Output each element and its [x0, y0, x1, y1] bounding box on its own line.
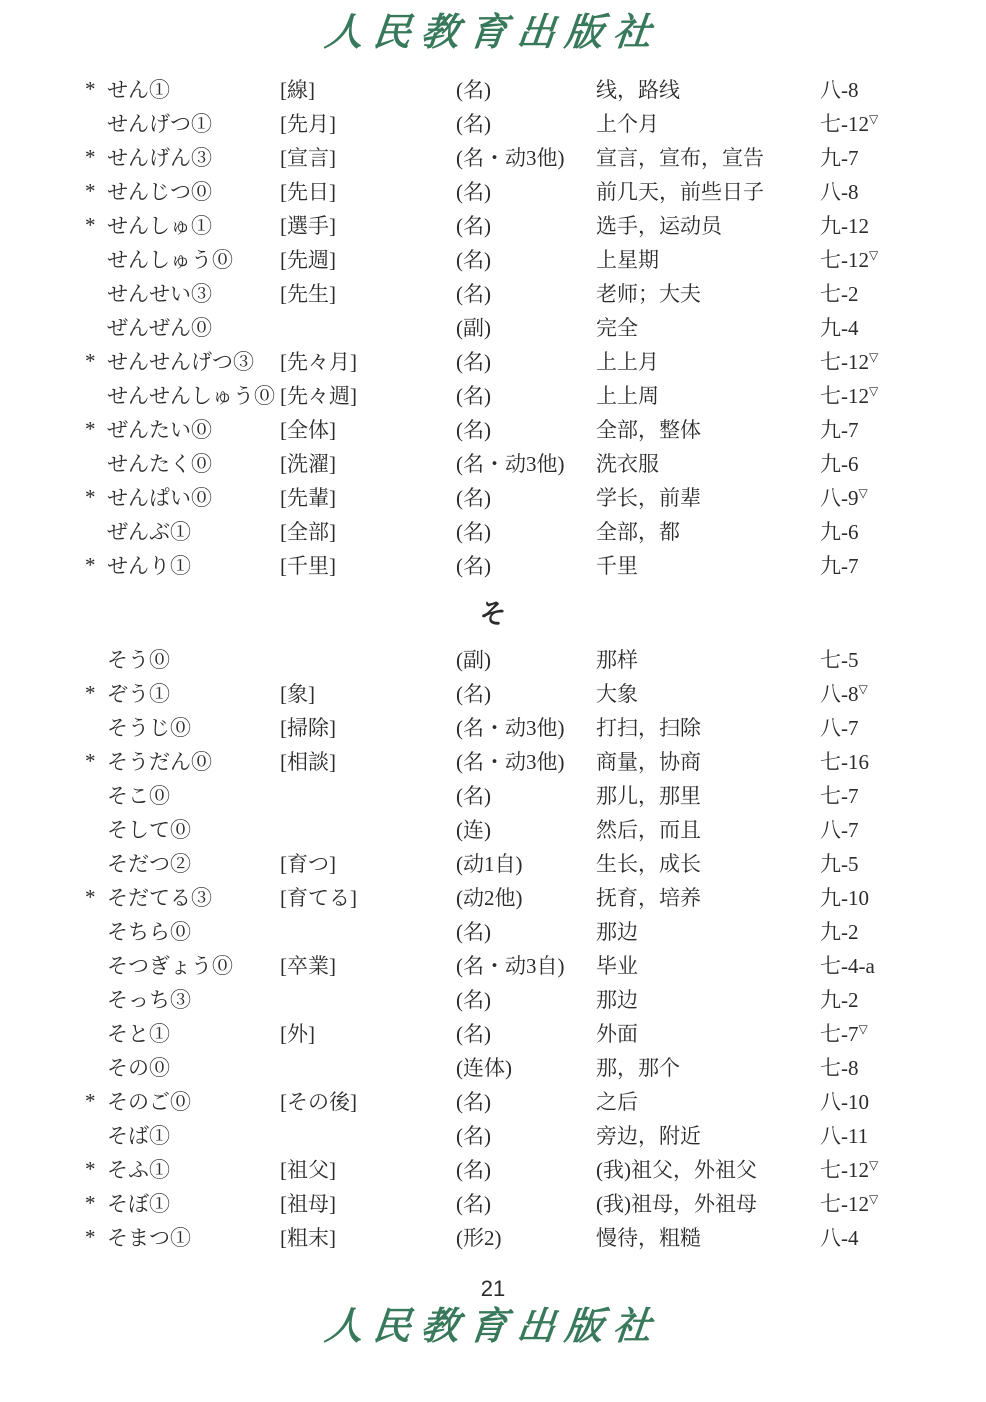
vocab-row — [85, 208, 946, 242]
lesson-number: 九-5 — [820, 852, 859, 876]
vocab-row — [85, 548, 946, 582]
publisher-logo-header: 人民教育出版社 — [322, 12, 664, 54]
lesson-reference — [820, 950, 946, 980]
vocab-row — [85, 1220, 946, 1254]
chinese-meaning: 线，路线 — [596, 78, 680, 102]
lesson-number: 七-8 — [820, 1056, 859, 1080]
star-marker: * — [85, 212, 96, 237]
kana-word: そば① — [107, 1124, 170, 1148]
vocab-row — [85, 1084, 946, 1118]
chinese-meaning: 然后，而且 — [596, 818, 701, 842]
kanji-notation: [千里] — [280, 554, 336, 578]
lesson-number: 七-16 — [820, 750, 869, 774]
kana-word: せんり① — [107, 554, 191, 578]
kanji-notation: [先々月] — [280, 350, 357, 374]
star-marker: * — [85, 348, 96, 373]
chinese-meaning: (我)祖母，外祖母 — [596, 1192, 757, 1216]
chinese-meaning: 慢待，粗糙 — [596, 1226, 701, 1250]
chinese-meaning: 老师；大夫 — [596, 282, 701, 306]
vocab-list-se-section — [85, 72, 946, 582]
vocab-row — [85, 1118, 946, 1152]
kanji-notation: [その後] — [280, 1090, 357, 1114]
part-of-speech: (名) — [456, 418, 491, 442]
lesson-reference — [820, 414, 946, 444]
lesson-number: 八-8 — [820, 78, 859, 102]
chinese-meaning: 上个月 — [596, 112, 659, 136]
lesson-number: 九-7 — [820, 554, 859, 578]
kanji-notation: [祖母] — [280, 1192, 336, 1216]
lesson-number: 八-9 — [820, 486, 859, 510]
vocab-row — [85, 710, 946, 744]
star-marker: * — [85, 144, 96, 169]
chinese-meaning: 那边 — [596, 988, 638, 1012]
part-of-speech: (名・动3他) — [456, 716, 565, 740]
lesson-reference — [820, 210, 946, 240]
chinese-meaning: 抚育，培养 — [596, 886, 701, 910]
textbook-mark: ▽ — [858, 682, 868, 696]
vocab-row — [85, 846, 946, 880]
kana-word: せんしゅう⓪ — [107, 248, 233, 272]
textbook-mark: ▽ — [869, 248, 879, 262]
vocab-list-so-section — [85, 642, 946, 1254]
part-of-speech: (名・动3他) — [456, 146, 565, 170]
kanji-notation: [相談] — [280, 750, 336, 774]
kana-word: そちら⓪ — [107, 920, 191, 944]
lesson-number: 七-5 — [820, 648, 859, 672]
chinese-meaning: 全部，都 — [596, 520, 680, 544]
part-of-speech: (名) — [456, 214, 491, 238]
chinese-meaning: 那边 — [596, 920, 638, 944]
vocab-row — [85, 642, 946, 676]
lesson-reference — [820, 848, 946, 878]
star-marker: * — [85, 1156, 96, 1181]
part-of-speech: (名) — [456, 248, 491, 272]
lesson-reference — [820, 516, 946, 546]
star-marker: * — [85, 680, 96, 705]
textbook-mark: ▽ — [869, 1158, 879, 1172]
part-of-speech: (连) — [456, 818, 491, 842]
part-of-speech: (名) — [456, 1158, 491, 1182]
chinese-meaning: 毕业 — [596, 954, 638, 978]
kanji-notation: [先生] — [280, 282, 336, 306]
part-of-speech: (副) — [456, 648, 491, 672]
lesson-number: 七-12 — [820, 248, 869, 272]
lesson-number: 七-12 — [820, 384, 869, 408]
chinese-meaning: 选手，运动员 — [596, 214, 722, 238]
textbook-mark: ▽ — [858, 1022, 868, 1036]
lesson-reference — [820, 74, 946, 104]
lesson-reference — [820, 1222, 946, 1252]
kana-word: そうだん⓪ — [107, 750, 212, 774]
vocab-row — [85, 914, 946, 948]
chinese-meaning: 那儿，那里 — [596, 784, 701, 808]
section-header-so: そ — [479, 599, 507, 629]
vocab-row — [85, 744, 946, 778]
kanji-notation: [象] — [280, 682, 315, 706]
chinese-meaning: 学长，前辈 — [596, 486, 701, 510]
kana-word: そと① — [107, 1022, 170, 1046]
lesson-number: 九-7 — [820, 418, 859, 442]
lesson-number: 七-12 — [820, 350, 869, 374]
lesson-reference — [820, 244, 946, 274]
vocab-row — [85, 514, 946, 548]
lesson-reference — [820, 278, 946, 308]
kana-word: せんしゅ① — [107, 214, 212, 238]
lesson-number: 七-7 — [820, 1022, 859, 1046]
vocab-row — [85, 276, 946, 310]
lesson-reference — [820, 644, 946, 674]
lesson-number: 八-8 — [820, 682, 859, 706]
part-of-speech: (名・动3自) — [456, 954, 565, 978]
vocab-row — [85, 72, 946, 106]
lesson-number: 九-2 — [820, 920, 859, 944]
lesson-number: 九-2 — [820, 988, 859, 1012]
chinese-meaning: 上上月 — [596, 350, 659, 374]
part-of-speech: (名) — [456, 920, 491, 944]
kanji-notation: [先々週] — [280, 384, 357, 408]
kana-word: ぞう① — [107, 682, 170, 706]
vocab-row — [85, 140, 946, 174]
kana-word: そう⓪ — [107, 648, 170, 672]
kanji-notation: [先輩] — [280, 486, 336, 510]
kana-word: そぼ① — [107, 1192, 170, 1216]
part-of-speech: (动1自) — [456, 852, 523, 876]
part-of-speech: (名) — [456, 1124, 491, 1148]
lesson-reference — [820, 448, 946, 478]
vocab-row — [85, 948, 946, 982]
vocab-row — [85, 1152, 946, 1186]
lesson-number: 八-8 — [820, 180, 859, 204]
part-of-speech: (名) — [456, 350, 491, 374]
part-of-speech: (连体) — [456, 1056, 512, 1080]
vocab-row — [85, 174, 946, 208]
vocab-row — [85, 812, 946, 846]
star-marker: * — [85, 1190, 96, 1215]
part-of-speech: (名) — [456, 554, 491, 578]
part-of-speech: (名) — [456, 180, 491, 204]
vocab-row — [85, 480, 946, 514]
chinese-meaning: 前几天，前些日子 — [596, 180, 764, 204]
part-of-speech: (名) — [456, 988, 491, 1012]
lesson-reference — [820, 1120, 946, 1150]
lesson-number: 九-6 — [820, 520, 859, 544]
textbook-mark: ▽ — [869, 112, 879, 126]
kanji-notation: [育つ] — [280, 852, 336, 876]
kanji-notation: [宣言] — [280, 146, 336, 170]
kanji-notation: [掃除] — [280, 716, 336, 740]
kana-word: そふ① — [107, 1158, 170, 1182]
lesson-number: 八-4 — [820, 1226, 859, 1250]
chinese-meaning: 千里 — [596, 554, 638, 578]
lesson-number: 七-2 — [820, 282, 859, 306]
vocab-row — [85, 106, 946, 140]
lesson-number: 七-12 — [820, 1158, 869, 1182]
chinese-meaning: 宣言，宣布，宣告 — [596, 146, 764, 170]
lesson-number: 八-7 — [820, 818, 859, 842]
part-of-speech: (名・动3他) — [456, 750, 565, 774]
part-of-speech: (名) — [456, 384, 491, 408]
star-marker: * — [85, 484, 96, 509]
page-number: 21 — [480, 1276, 506, 1301]
star-marker: * — [85, 1088, 96, 1113]
kana-word: そだつ② — [107, 852, 191, 876]
kanji-notation: [卒業] — [280, 954, 336, 978]
kanji-notation: [外] — [280, 1022, 315, 1046]
lesson-reference — [820, 984, 946, 1014]
vocab-row — [85, 378, 946, 412]
chinese-meaning: 洗衣服 — [596, 452, 659, 476]
lesson-number: 八-11 — [820, 1124, 869, 1148]
part-of-speech: (名) — [456, 520, 491, 544]
kanji-notation: [育てる] — [280, 886, 357, 910]
part-of-speech: (名) — [456, 112, 491, 136]
kana-word: せんせい③ — [107, 282, 212, 306]
lesson-number: 九-7 — [820, 146, 859, 170]
chinese-meaning: (我)祖父，外祖父 — [596, 1158, 757, 1182]
kana-word: ぜんたい⓪ — [107, 418, 212, 442]
star-marker: * — [85, 416, 96, 441]
part-of-speech: (动2他) — [456, 886, 523, 910]
chinese-meaning: 上上周 — [596, 384, 659, 408]
chinese-meaning: 那样 — [596, 648, 638, 672]
kanji-notation: [先日] — [280, 180, 336, 204]
vocab-row — [85, 1016, 946, 1050]
kana-word: せんぱい⓪ — [107, 486, 212, 510]
kana-word: ぜんぜん⓪ — [107, 316, 212, 340]
kana-word: せんげん③ — [107, 146, 212, 170]
part-of-speech: (名) — [456, 486, 491, 510]
kana-word: せんせんしゅう⓪ — [107, 384, 275, 408]
kanji-notation: [祖父] — [280, 1158, 336, 1182]
lesson-number: 七-12 — [820, 1192, 869, 1216]
kanji-notation: [先週] — [280, 248, 336, 272]
star-marker: * — [85, 76, 96, 101]
kanji-notation: [全部] — [280, 520, 336, 544]
textbook-mark: ▽ — [869, 384, 879, 398]
part-of-speech: (名・动3他) — [456, 452, 565, 476]
chinese-meaning: 全部，整体 — [596, 418, 701, 442]
textbook-mark: ▽ — [858, 486, 868, 500]
part-of-speech: (名) — [456, 282, 491, 306]
chinese-meaning: 打扫，扫除 — [596, 716, 701, 740]
kana-word: そのご⓪ — [107, 1090, 191, 1114]
lesson-reference — [820, 746, 946, 776]
chinese-meaning: 大象 — [596, 682, 638, 706]
chinese-meaning: 之后 — [596, 1090, 638, 1114]
part-of-speech: (形2) — [456, 1226, 502, 1250]
kana-word: そっち③ — [107, 988, 191, 1012]
lesson-reference — [820, 882, 946, 912]
star-marker: * — [85, 748, 96, 773]
part-of-speech: (名) — [456, 1022, 491, 1046]
lesson-number: 九-12 — [820, 214, 869, 238]
part-of-speech: (名) — [456, 1192, 491, 1216]
vocab-row — [85, 1186, 946, 1220]
lesson-reference — [820, 780, 946, 810]
part-of-speech: (名) — [456, 682, 491, 706]
lesson-reference — [820, 1052, 946, 1082]
chinese-meaning: 商量，协商 — [596, 750, 701, 774]
lesson-reference — [820, 678, 946, 708]
kanji-notation: [全体] — [280, 418, 336, 442]
vocab-row — [85, 880, 946, 914]
chinese-meaning: 完全 — [596, 316, 638, 340]
lesson-number: 八-7 — [820, 716, 859, 740]
lesson-reference — [820, 1018, 946, 1048]
kanji-notation: [洗濯] — [280, 452, 336, 476]
publisher-logo-footer: 人民教育出版社 — [322, 1306, 664, 1348]
lesson-reference — [820, 814, 946, 844]
vocab-row — [85, 1050, 946, 1084]
kana-word: そつぎょう⓪ — [107, 954, 233, 978]
star-marker: * — [85, 178, 96, 203]
vocab-row — [85, 310, 946, 344]
lesson-reference — [820, 1154, 946, 1184]
lesson-reference — [820, 916, 946, 946]
vocab-row — [85, 778, 946, 812]
star-marker: * — [85, 1224, 96, 1249]
vocab-row — [85, 242, 946, 276]
kanji-notation: [先月] — [280, 112, 336, 136]
kana-word: そこ⓪ — [107, 784, 170, 808]
chinese-meaning: 那，那个 — [596, 1056, 680, 1080]
lesson-number: 七-7 — [820, 784, 859, 808]
lesson-reference — [820, 142, 946, 172]
kana-word: その⓪ — [107, 1056, 170, 1080]
lesson-number: 七-12 — [820, 112, 869, 136]
lesson-number: 七-4-a — [820, 954, 875, 978]
kana-word: せん① — [107, 78, 170, 102]
part-of-speech: (名) — [456, 78, 491, 102]
chinese-meaning: 生长，成长 — [596, 852, 701, 876]
vocab-row — [85, 344, 946, 378]
lesson-reference — [820, 550, 946, 580]
lesson-number: 九-10 — [820, 886, 869, 910]
lesson-reference — [820, 346, 946, 376]
part-of-speech: (名) — [456, 1090, 491, 1114]
lesson-reference — [820, 312, 946, 342]
kana-word: そして⓪ — [107, 818, 191, 842]
kana-word: そうじ⓪ — [107, 716, 191, 740]
star-marker: * — [85, 552, 96, 577]
kanji-notation: [線] — [280, 78, 315, 102]
vocab-row — [85, 412, 946, 446]
lesson-number: 八-10 — [820, 1090, 869, 1114]
kanji-notation: [選手] — [280, 214, 336, 238]
lesson-reference — [820, 176, 946, 206]
kana-word: せんじつ⓪ — [107, 180, 212, 204]
kana-word: せんげつ① — [107, 112, 212, 136]
part-of-speech: (名) — [456, 784, 491, 808]
vocab-row — [85, 982, 946, 1016]
lesson-reference — [820, 482, 946, 512]
lesson-number: 九-6 — [820, 452, 859, 476]
kana-word: せんたく⓪ — [107, 452, 212, 476]
textbook-mark: ▽ — [869, 1192, 879, 1206]
vocab-row — [85, 446, 946, 480]
lesson-reference — [820, 1188, 946, 1218]
lesson-reference — [820, 380, 946, 410]
chinese-meaning: 外面 — [596, 1022, 638, 1046]
chinese-meaning: 旁边，附近 — [596, 1124, 701, 1148]
vocab-row — [85, 676, 946, 710]
kanji-notation: [粗末] — [280, 1226, 336, 1250]
part-of-speech: (副) — [456, 316, 491, 340]
lesson-reference — [820, 1086, 946, 1116]
kana-word: そだてる③ — [107, 886, 212, 910]
kana-word: せんせんげつ③ — [107, 350, 254, 374]
lesson-reference — [820, 712, 946, 742]
kana-word: ぜんぶ① — [107, 520, 191, 544]
star-marker: * — [85, 884, 96, 909]
lesson-number: 九-4 — [820, 316, 859, 340]
textbook-mark: ▽ — [869, 350, 879, 364]
chinese-meaning: 上星期 — [596, 248, 659, 272]
kana-word: そまつ① — [107, 1226, 191, 1250]
lesson-reference — [820, 108, 946, 138]
